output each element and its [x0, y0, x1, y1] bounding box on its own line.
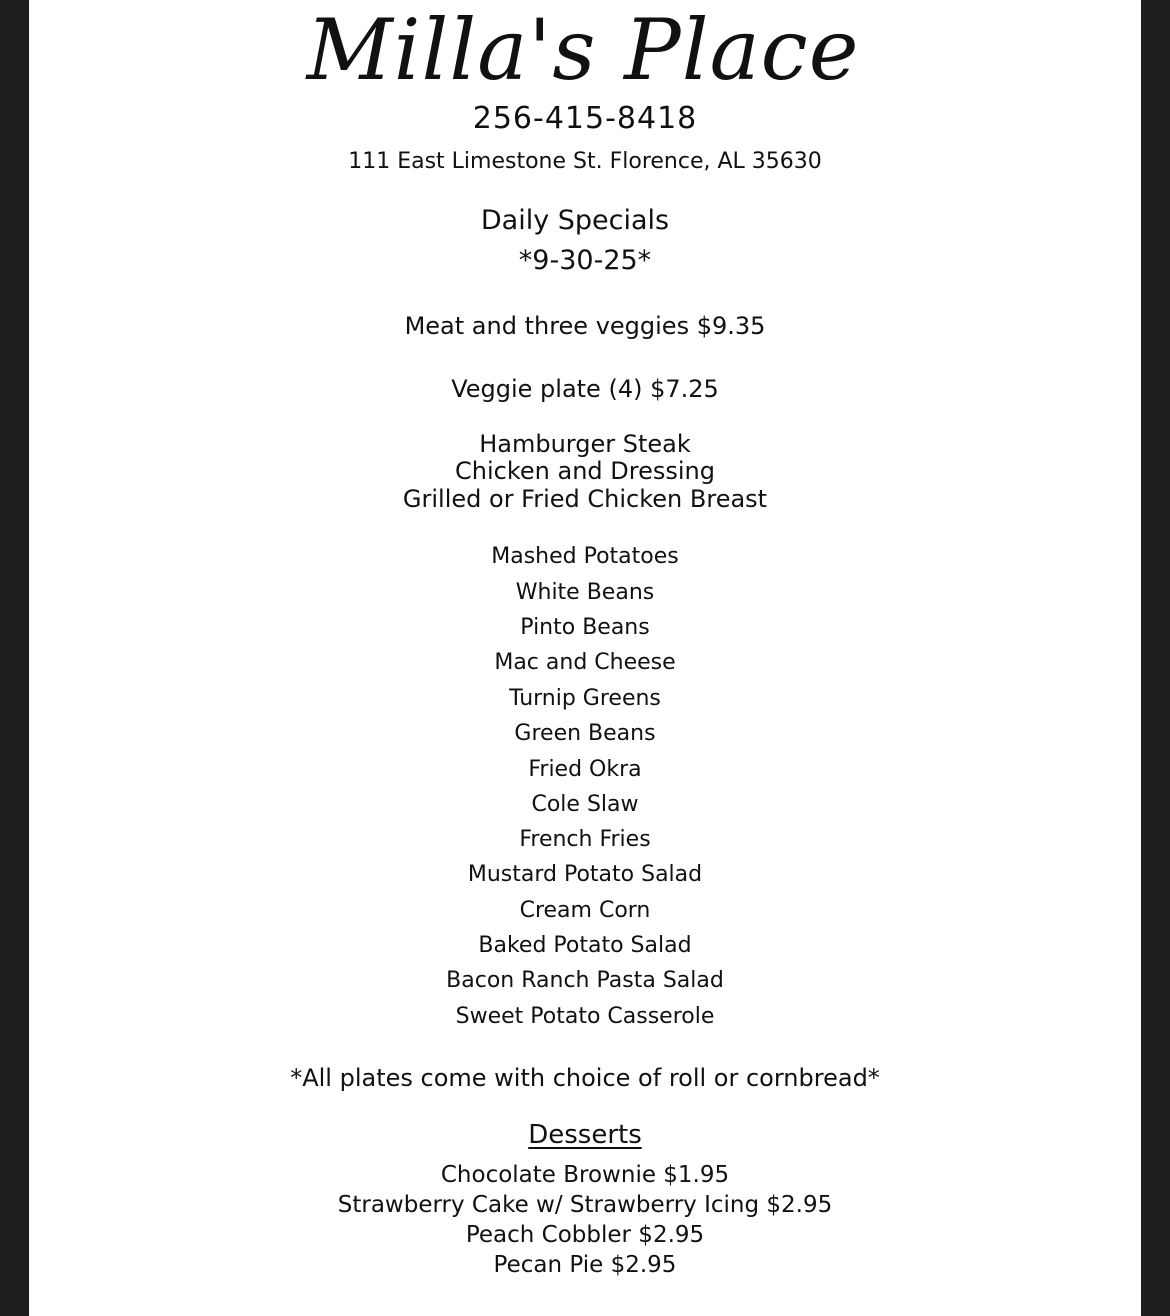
- specials-title: Daily Specials: [480, 205, 670, 236]
- menu-page: [29, 0, 1141, 1316]
- specials-date: *9-30-25*: [518, 245, 652, 276]
- dessert-item: Strawberry Cake w/ Strawberry Icing $2.95: [337, 1192, 833, 1218]
- side-item: Mashed Potatoes: [491, 544, 679, 569]
- side-item: Sweet Potato Casserole: [455, 1004, 715, 1029]
- side-item: Cream Corn: [519, 898, 651, 923]
- dessert-item: Peach Cobbler $2.95: [465, 1222, 705, 1248]
- address: 111 East Limestone St. Florence, AL 35630: [348, 149, 822, 174]
- side-item: White Beans: [515, 580, 655, 605]
- side-item: Mustard Potato Salad: [467, 862, 703, 887]
- entree-item: Grilled or Fried Chicken Breast: [402, 485, 768, 513]
- plate-price-meat-three: Meat and three veggies $9.35: [404, 312, 766, 340]
- side-item: Cole Slaw: [531, 792, 639, 817]
- side-item: Bacon Ranch Pasta Salad: [446, 968, 724, 993]
- side-item: Pinto Beans: [520, 615, 650, 640]
- dessert-item: Pecan Pie $2.95: [493, 1252, 677, 1278]
- entree-item: Hamburger Steak: [479, 430, 691, 458]
- side-item: Baked Potato Salad: [478, 933, 692, 958]
- side-item: French Fries: [519, 827, 651, 852]
- entree-item: Chicken and Dressing: [455, 457, 715, 485]
- bread-note: *All plates come with choice of roll or cornbread*: [290, 1064, 880, 1092]
- phone-number: 256-415-8418: [472, 101, 698, 136]
- desserts-title: Desserts: [528, 1120, 642, 1150]
- side-item: Turnip Greens: [509, 686, 661, 711]
- side-item: Mac and Cheese: [494, 650, 676, 675]
- plate-price-veggie: Veggie plate (4) $7.25: [451, 375, 719, 403]
- side-item: Green Beans: [514, 721, 656, 746]
- restaurant-name: Milla's Place: [306, 1, 860, 99]
- dessert-item: Chocolate Brownie $1.95: [440, 1162, 730, 1188]
- side-item: Fried Okra: [528, 757, 642, 782]
